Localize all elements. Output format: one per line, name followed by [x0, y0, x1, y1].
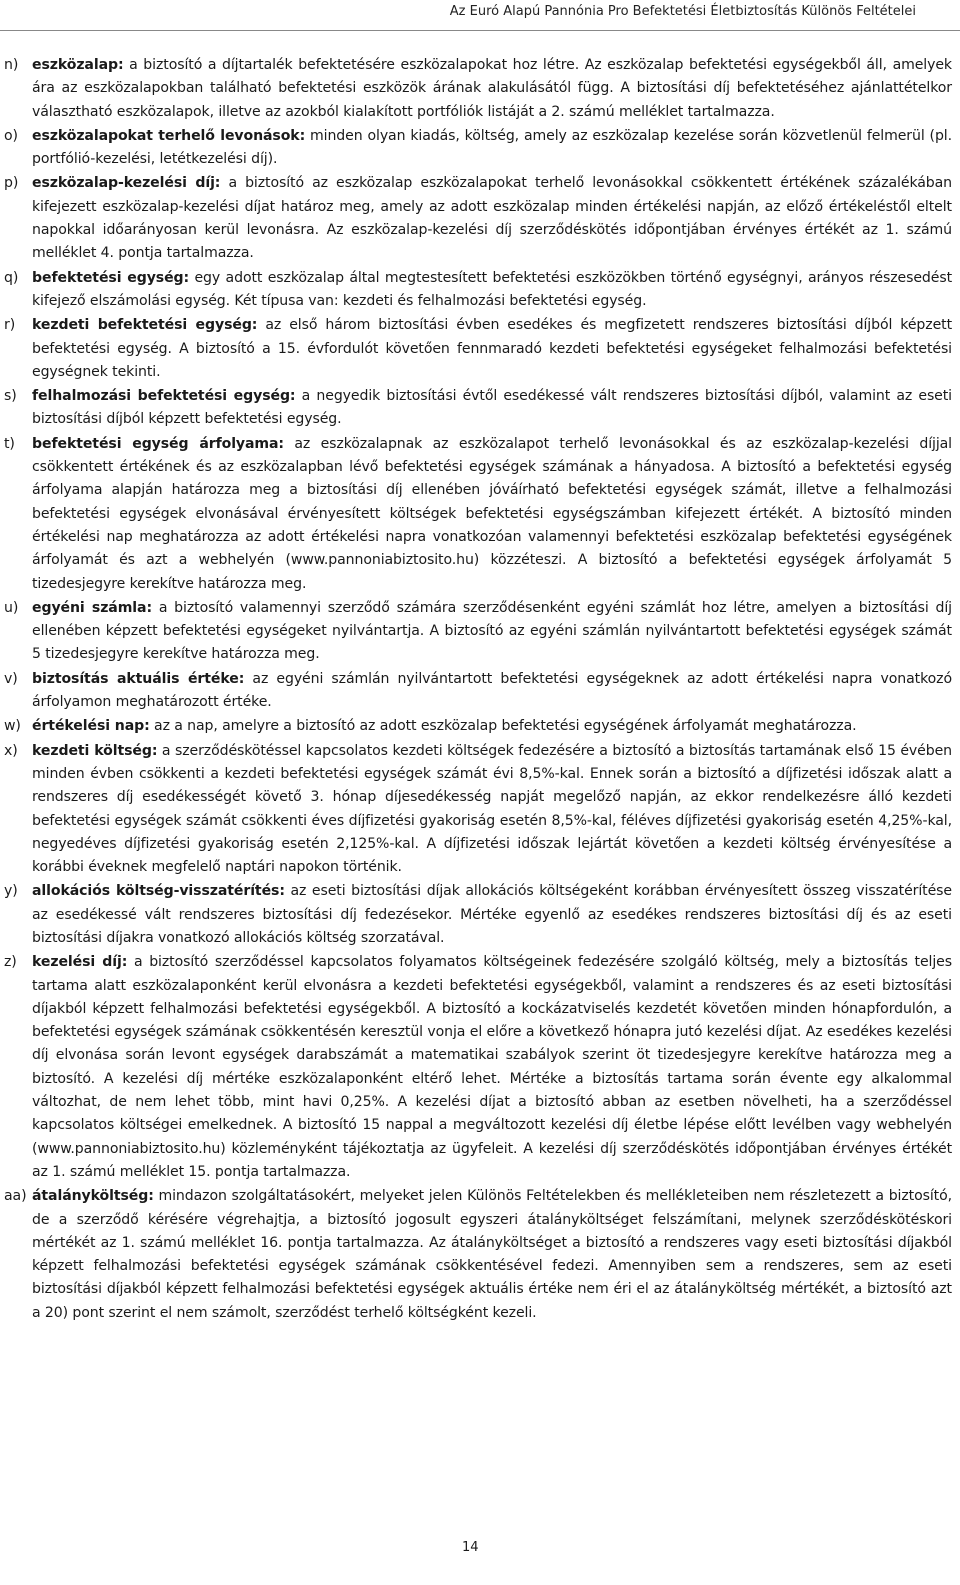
definition-n [4, 54, 952, 124]
definition-text: a biztosító szerződéssel kapcsolatos folyamatos költségeinek fedezésére szolgáló költség, mely a biztosítás teljes tartama alatt eszközalaponként kerül elvonásra a kezdeti befektetési egységekből, valamint a rendszeres és az eseti biztosítási díjakból képzett felhalmozási befektetési egységekből. A biztosító a kockázatviselés kezdetét követően minden hónapfordulón, a befektetési egységek számának csökkentésén keresztül vonja el előre a következő hónapra jutó kezelési díjat. Az esedékes kezelési díj elvonása során levont egységek darabszámát a matematikai szabályok szerint öt tizedesjegyre kerekítve határozza meg a biztosító. A kezelési díj mértéke eszközalaponként eltérő lehet. Mértéke a biztosítás tartama során évente egy alkalommal változhat, de nem lehet több, mint havi 0,25%. A kezelési díjat a biztosító abban az esetben növelheti, ha a szerződéssel kapcsolatos költségei emelkednek. A biztosító 15 nappal a megváltozott kezelési díj életbe lépése előtt levélben vagy webhelyén (www.pannoniabiztosito.hu) közleményként tájékoztatja az ügyfeleit. A kezelési díj szerződéskötés időpontjában érvényes értékét az 1. számú melléklet 15. pontja tartalmazza. [32, 954, 952, 1180]
definition-term: átalányköltség: [32, 1188, 154, 1205]
definition-letter: p) [4, 175, 19, 192]
definition-s [4, 385, 952, 432]
definition-text: a biztosító a díjtartalék befektetésére eszközalapokat hoz létre. Az eszközalap befektetési egységekből áll, amelyek ára az eszközalapokban található befektetési eszközök árának alakulásától függ. A biztosítási díj befektetéséhez ajánlattételkor választható eszközalapok, illetve az azokból kialakított portfóliók listáját a 2. számú melléklet tartalmazza. [32, 57, 952, 120]
definition-text: az a nap, amelyre a biztosító az adott eszközalap befektetési egységének árfolyamát meghatározza. [149, 718, 857, 735]
definition-text: az eseti biztosítási díjak allokációs költségeként korábban érvényesített összeg visszatérítése az esedékessé vált rendszeres biztosítási díj fedezésekor. Mértéke egyenlő az esedékes rendszeres biztosítási díj és az eseti biztosítási díjakra vonatkozó allokációs költség szorzatával. [32, 883, 952, 946]
definition-body [32, 740, 952, 880]
definition-letter: n) [4, 57, 19, 73]
definition-term: eszközalapokat terhelő levonások: [32, 127, 306, 144]
definition-body [32, 1185, 952, 1325]
definition-body [32, 668, 952, 715]
definition-term: felhalmozási befektetési egység: [32, 388, 296, 405]
definition-letter: y) [4, 883, 18, 900]
definition-letter: s) [4, 388, 17, 405]
definition-letter: u) [4, 599, 19, 616]
definition-v [4, 668, 952, 715]
definition-body [32, 715, 952, 738]
definition-body [32, 54, 952, 124]
page-number: 14 [462, 1540, 479, 1555]
definition-letter: w) [4, 718, 21, 735]
definition-text: a biztosító az eszközalap eszközalapokat terhelő levonásokkal csökkentett értékének százalékában kifejezett eszközalap-kezelési díjat határoz meg, amely az adott eszközalap minden értékelési napján, az előző értékeléstől eltelt napokkal időarányosan kerül levonásra. Az eszközalap-kezelési díj szerződéskötés időpontjában érvényes értékét az 1. számú melléklet 4. pontja tartalmazza. [32, 175, 953, 262]
definition-body [32, 951, 952, 1184]
definition-term: kezdeti befektetési egység: [32, 317, 258, 334]
definition-text: egy adott eszközalap által megtestesített befektetési eszközökben történő egységnyi, arányos részesedést kifejező elszámolási egység. Két típusa van: kezdeti és felhalmozási befektetési egység. [32, 269, 952, 309]
definition-text: minden olyan kiadás, költség, amely az eszközalap kezelése során közvetlenül felmerül (pl. portfólió-kezelési, letétkezelési díj). [32, 127, 952, 168]
definition-t [4, 433, 952, 596]
definition-u [4, 597, 952, 667]
definition-text: az eszközalapnak az eszközalapot terhelő levonásokkal és az eszközalap-kezelési díjjal csökkentett értékének és az eszközalapban lévő befektetési egységek számának a hányadosa. A biztosító a befektetési egység árfolyama alapján határozza meg a biztosítási díj ellenében jóváírható befektetési egységek számát, illetve a felhalmozási befektetési egységek elvonásával érvényesített költségek befektetési egységszámban kifejezett értékét. A biztosító minden értékelési nap meghatározza az adott értékelési napra vonatkozóan valamennyi befektetési eszközalap befektetési egységének árfolyamát és azt a webhelyén (www.pannoniabiztosito.hu) közzéteszi. A biztosító a befektetési egységek árfolyamát 5 tizedesjegyre kerekítve határozza meg. [32, 435, 952, 592]
header-divider [0, 30, 960, 31]
definition-body [32, 172, 952, 265]
definition-letter: z) [4, 954, 17, 971]
definition-letter: x) [4, 742, 18, 759]
definition-term: befektetési egység árfolyama: [32, 435, 284, 452]
definition-letter: v) [4, 670, 18, 687]
definition-body [32, 597, 952, 667]
definition-q [4, 267, 952, 314]
definition-body [32, 125, 952, 172]
definition-term: kezelési díj: [32, 954, 128, 971]
definition-term: kezdeti költség: [32, 742, 158, 759]
definition-term: értékelési nap: [32, 718, 150, 735]
definition-text: a szerződéskötéssel kapcsolatos kezdeti költségek fedezésére a biztosító a biztosítás tartamának első 15 évében minden évben csökkenti a kezdeti befektetési egységek számát évi 8,5%-kal. Ennek során a biztosító a díjfizetési időszak alatt a rendszeres díj esedékességét követő 3. hónap díjesedékesség napját megelőző napján, az ekkor rendelkezésre álló kezdeti befektetési egységek számát csökkenti éves díjfizetési gyakoriság esetén 8,5%-kal, féléves díjfizetési gyakoriság esetén 4,25%-kal, negyedéves díjfizetési gyakoriság esetén 2,125%-kal. A díjfizetési időszak lejártát követően a kezdeti költség érvényesítése a korábbi éveknek megfelelő naptári napokon történik. [32, 742, 952, 876]
definition-x [4, 740, 952, 880]
definition-y [4, 880, 952, 950]
definitions-list [4, 54, 952, 1326]
definition-letter: t) [4, 435, 15, 452]
definition-aa [4, 1185, 952, 1325]
definition-text: mindazon szolgáltatásokért, melyeket jelen Különös Feltételekben és mellékleteiben nem részletezett a biztosító, de a szerződő kérésére végrehajtja, a biztosító jogosult egyszeri átalányköltséget felszámítani, melynek szerződéskötéskori mértékét az 1. számú melléklet 16. pontja tartalmazza. Az átalányköltséget a biztosító a rendszeres vagy eseti biztosítási díjakból képzett felhalmozási befektetési egységek számának csökkentésével fedezi. Amennyiben sem a rendszeres, sem az eseti biztosítási díjakból képzett felhalmozási befektetési egységek aktuális értéke nem éri el az átalányköltség mértékét, a biztosító azt a 20) pont szerint el nem számolt, szerződést terhelő költségként kezeli. [32, 1188, 952, 1321]
definition-text: a negyedik biztosítási évtől esedékessé vált rendszeres biztosítási díjból, valamint az eseti biztosítási díjból képzett befektetési egység. [32, 388, 952, 428]
definition-w [4, 715, 952, 738]
definition-r [4, 314, 952, 384]
definition-letter: q) [4, 269, 19, 286]
definition-term: eszközalap-kezelési díj: [32, 175, 221, 192]
definition-term: egyéni számla: [32, 599, 152, 616]
definition-body [32, 880, 952, 950]
definition-body [32, 314, 952, 384]
definition-term: biztosítás aktuális értéke: [32, 670, 245, 687]
definition-term: eszközalap: [32, 57, 124, 73]
definition-body [32, 267, 952, 314]
definition-body [32, 385, 952, 432]
definition-o [4, 125, 952, 172]
definition-term: befektetési egység: [32, 269, 190, 286]
running-header: Az Euró Alapú Pannónia Pro Befektetési Életbiztosítás Különös Feltételei [449, 4, 916, 19]
definition-z [4, 951, 952, 1184]
definition-text: az egyéni számlán nyilvántartott befektetési egységeknek az adott értékelési napra vonatkozó árfolyamon meghatározott értéke. [32, 670, 952, 711]
definition-letter: aa) [4, 1188, 27, 1205]
definition-text: az első három biztosítási évben esedékes és megfizetett rendszeres biztosítási díjból képzett befektetési egység. A biztosító a 15. évfordulót követően fennmaradó kezdeti befektetési egységeket felhalmozási befektetési egységnek tekinti. [32, 317, 952, 380]
definition-text: a biztosító valamennyi szerződő számára szerződésenként egyéni számlát hoz létre, amelyen a biztosítási díj ellenében képzett befektetési egységeket nyilvántartja. A biztosító az egyéni számlán nyilvántartott befektetési egységek számát 5 tizedesjegyre kerekítve határozza meg. [32, 599, 953, 663]
definition-letter: o) [4, 127, 18, 144]
definition-letter: r) [4, 317, 16, 334]
definition-term: allokációs költség-visszatérítés: [32, 883, 285, 900]
definition-body [32, 433, 952, 596]
definition-p [4, 172, 952, 265]
